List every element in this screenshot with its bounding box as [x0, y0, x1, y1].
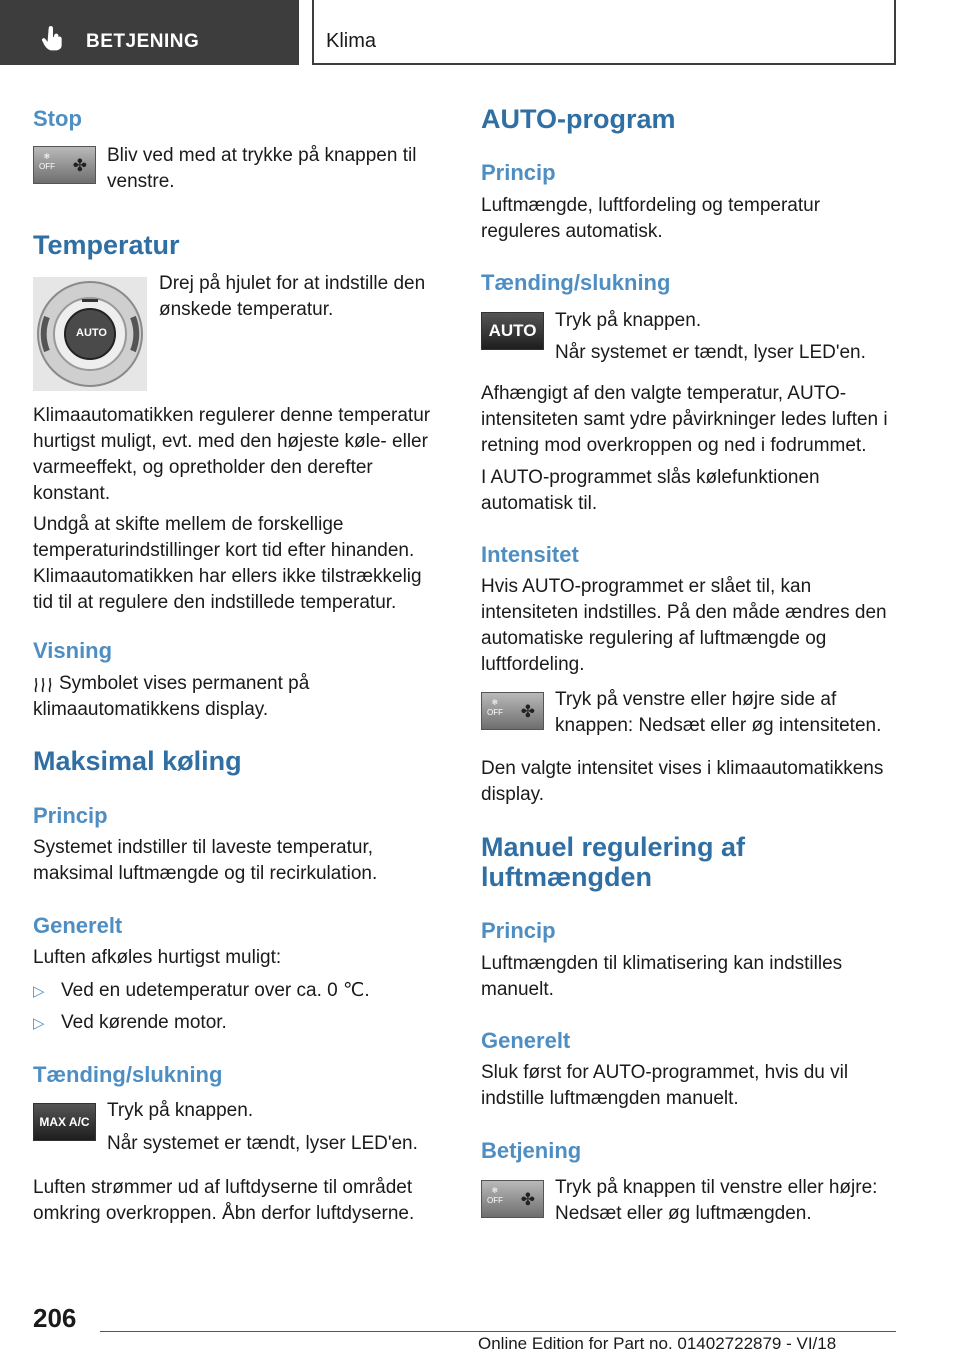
page-number: 206: [33, 1303, 77, 1333]
fan-off-button-image: [33, 146, 96, 184]
betjening-text: Tryk på knappen til venstre eller højre: Nedsæt eller øg luftmængden.: [555, 1177, 878, 1224]
temperatur-text: Drej på hjulet for at indstille den ønskede temperatur.: [159, 273, 426, 320]
auto-princip-heading: Princip: [481, 160, 556, 185]
bullet-item: ▷ Ved en udetemperatur over ca. 0 ℃.: [33, 978, 370, 1005]
visning-text: Symbolet vises permanent på klimaautomatikkens display.: [33, 673, 310, 720]
triangle-bullet-icon: ▷: [33, 1015, 45, 1032]
fan-off-button-image: [481, 1180, 544, 1218]
auto-para2: I AUTO-programmet slås kølefunktionen automatisk til.: [481, 467, 820, 514]
manuel-heading-line2: luftmængden: [481, 862, 652, 892]
maksimal-taending-text1: Tryk på knappen.: [107, 1100, 254, 1121]
section-label: BETJENING: [86, 31, 200, 52]
hand-pointer-icon: [40, 26, 66, 52]
topic-label: Klima: [326, 30, 377, 52]
maksimal-princip-text: Systemet indstiller til laveste temperatur, maksimal luftmængde og til recirkulation.: [33, 837, 378, 884]
intensitet-button-text: Tryk på venstre eller højre side af knappen: Nedsæt eller øg intensiteten.: [555, 689, 882, 736]
fan-off-button-image: [481, 692, 544, 730]
visning-heading: Visning: [33, 638, 113, 663]
fan-off-label: ❄ OFF: [39, 152, 55, 171]
airflow-icon: [33, 676, 53, 694]
manuel-princip-text: Luftmængden til klimatisering kan indstilles manuelt.: [481, 953, 843, 1000]
temperatur-para1: Klimaautomatikken regulerer denne temperatur hurtigst muligt, evt. med den højeste køle- eller varmeeffekt, og opretholder den derefter konstant.: [33, 405, 431, 504]
topic-tab: [312, 0, 896, 65]
fan-off-label: ❄ OFF: [487, 1186, 503, 1205]
manuel-generelt-text: Sluk først for AUTO-programmet, hvis du vil indstille luftmængden manuelt.: [481, 1062, 849, 1109]
maksimal-generelt-text: Luften afkøles hurtigst muligt:: [33, 947, 282, 968]
maksimal-after-text: Luften strømmer ud af luftdyserne til området omkring overkroppen. Åbn derfor luftdyserne.: [33, 1177, 415, 1224]
stop-text: Bliv ved med at trykke på knappen til venstre.: [107, 145, 417, 192]
manuel-princip-heading: Princip: [481, 918, 556, 943]
section-tab: [0, 0, 299, 65]
triangle-bullet-icon: ▷: [33, 983, 45, 1000]
temperatur-para2: Undgå at skifte mellem de forskellige temperaturindstillinger kort tid efter hinanden. Klimaautomatikken har ellers ikke tilstrækkelig tid til at regulere den indstillede temperatur.: [33, 514, 422, 613]
edition-text: Online Edition for Part no. 01402722879 - VI/18: [478, 1334, 837, 1353]
auto-taending-heading: Tænding/slukning: [481, 270, 671, 295]
intensitet-after-text: Den valgte intensitet vises i klimaautomatikkens display.: [481, 758, 884, 805]
maksimal-princip-heading: Princip: [33, 803, 108, 828]
auto-heading: AUTO-program: [481, 104, 676, 134]
fan-icon: ✤: [520, 702, 535, 721]
auto-para1: Afhængigt af den valgte temperatur, AUTO-intensiteten samt ydre påvirkninger ledes luften i retning mod overkroppen og ned i fodrummet.: [481, 383, 888, 456]
auto-button-image: AUTO: [481, 312, 544, 350]
fan-off-label: ❄ OFF: [487, 698, 503, 717]
fan-icon: ✤: [520, 1190, 535, 1209]
max-ac-button-image: MAX A/C: [33, 1103, 96, 1141]
intensitet-text: Hvis AUTO-programmet er slået til, kan intensiteten indstilles. På den måde ændres den automatiske regulering af luftmængde og luftfordeling.: [481, 576, 887, 675]
knob-auto-label: AUTO: [76, 327, 107, 339]
maksimal-heading: Maksimal køling: [33, 746, 242, 776]
footer-divider: [100, 1331, 896, 1332]
manuel-generelt-heading: Generelt: [481, 1028, 571, 1053]
stop-heading: Stop: [33, 106, 82, 131]
temperatur-heading: Temperatur: [33, 230, 180, 260]
fan-icon: ✤: [72, 156, 87, 175]
intensitet-heading: Intensitet: [481, 542, 579, 567]
manuel-heading-line1: Manuel regulering af: [481, 832, 746, 862]
betjening-heading: Betjening: [481, 1138, 582, 1163]
auto-princip-text: Luftmængde, luftfordeling og temperatur reguleres automatisk.: [481, 195, 821, 242]
temperature-knob-image: [33, 277, 147, 391]
maksimal-taending-heading: Tænding/slukning: [33, 1062, 223, 1087]
auto-taending-text2: Når systemet er tændt, lyser LED'en.: [555, 342, 866, 363]
auto-taending-text1: Tryk på knappen.: [555, 310, 702, 331]
maksimal-taending-text2: Når systemet er tændt, lyser LED'en.: [107, 1133, 418, 1154]
bullet-item: ▷ Ved kørende motor.: [33, 1010, 227, 1037]
maksimal-generelt-heading: Generelt: [33, 913, 123, 938]
